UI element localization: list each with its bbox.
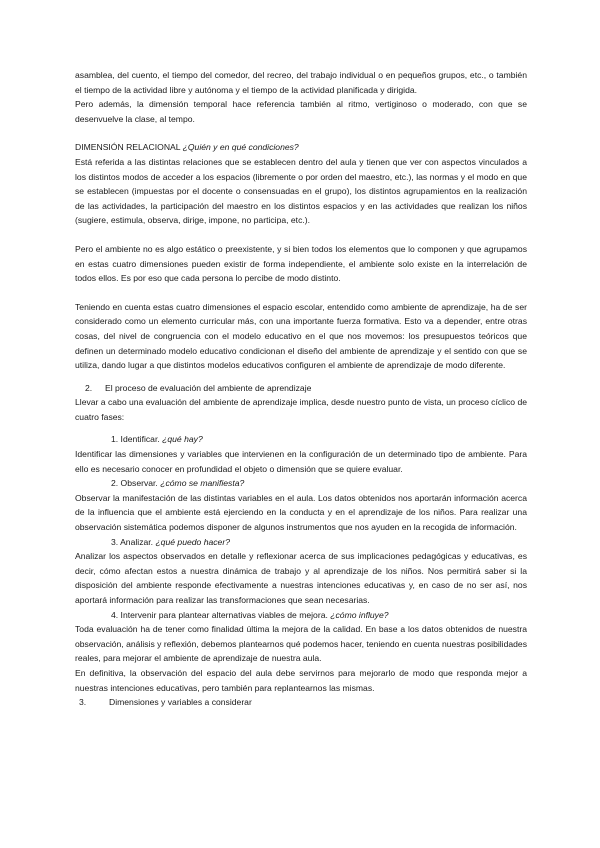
section-heading-2 (75, 381, 527, 396)
text-column (75, 68, 527, 710)
dimension-heading-label: DIMENSIÓN RELACIONAL (75, 142, 181, 153)
dimension-heading-question: ¿Quién y en qué condiciones? (182, 142, 299, 153)
step-text: Analizar los aspectos observados en detalle y reflexionar acerca de sus implicaciones pedagógicas y educativas, es decir, cómo afectan estos a nuestra dinámica de trabajo y al aprendizaje de los niños. Nos permitirá saber si la disposición del ambiente responde efectivamente a nuestras intenciones educativas y, en caso de no ser así, nos aportará información para realizar las transformaciones que sean necesarias. (75, 551, 527, 605)
paragraph: Pero el ambiente no es algo estático o preexistente, y si bien todos los elementos que lo componen y que agrupamos en estas cuatro dimensiones pueden existir de forma independiente, el ambiente solo existe en la interrelación de todos ellos. Es por eso que cada persona lo percibe de modo distinto. (75, 243, 527, 284)
step-label: 1. Identificar. (111, 434, 160, 445)
section-number: 2. (85, 382, 93, 393)
dimension-heading (75, 140, 527, 155)
paragraph: Teniendo en cuenta estas cuatro dimensiones el espacio escolar, entendido como ambiente de aprendizaje, ha de ser considerado como un elemento curricular más, con una importante fuerza formativa. Esto va a depender, entre otras cosas, del nivel de congruencia con el modelo educativo en el que nos movemos: los presupuestos teóricos que definen un determinado modelo educativo condicionan el diseño del ambiente de aprendizaje y el sentido con que se utiliza, dando lugar a que distintos modelos educativos configuren el ambiente de aprendizaje de modo diferente. (75, 301, 527, 371)
step-question: ¿qué puedo hacer? (155, 536, 230, 547)
section-title: Dimensiones y variables a considerar (109, 697, 252, 708)
step-text: Observar la manifestación de las distintas variables en el aula. Los datos obtenidos nos aportarán información acerca de la influencia que el ambiente está ejerciendo en la conducta y en el aprendizaje de los niños. Para realizar una observación sistemática podemos disponer de algunos instrumentos que nos ayuden en la recogida de información. (75, 492, 527, 533)
step-label: 2. Observar. (111, 478, 158, 489)
paragraph: Pero además, la dimensión temporal hace referencia también al ritmo, vertiginoso o moderado, con que se desenvuelve la clase, al tempo. (75, 99, 527, 124)
paragraph: asamblea, del cuento, el tiempo del comedor, del recreo, del trabajo individual o en pequeños grupos, etc., o también el tiempo de la actividad libre y autónoma y el tiempo de la actividad planificada y dirigida. (75, 70, 527, 95)
step-heading (75, 476, 527, 491)
step-text: Toda evaluación ha de tener como finalidad última la mejora de la calidad. En base a los datos obtenidos de nuestra observación, análisis y reflexión, debemos plantearnos qué podemos hacer, teniendo en cuenta nuestras posibilidades reales, para mejorar el ambiente de aprendizaje de nuestra aula. (75, 624, 527, 664)
step-heading (75, 432, 527, 447)
step-heading (75, 535, 527, 550)
step-question: ¿cómo se manifiesta? (160, 478, 245, 489)
step-text: Identificar las dimensiones y variables que intervienen en la configuración de un determinado tipo de ambiente. Para ello es necesario conocer en profundidad el objeto o dimensión que se quiere evaluar. (75, 449, 527, 474)
section-title: El proceso de evaluación del ambiente de aprendizaje (105, 382, 312, 393)
section-intro: Llevar a cabo una evaluación del ambiente de aprendizaje implica, desde nuestro punto de vista, un proceso cíclico de cuatro fases: (75, 397, 527, 422)
step-question: ¿qué hay? (162, 434, 203, 445)
step-label: 4. Intervenir para plantear alternativas viables de mejora. (111, 609, 328, 620)
paragraph: Está referida a las distintas relaciones que se establecen dentro del aula y tienen que ver con aspectos vinculados a los distintos modos de acceder a los espacios (libremente o por orden del maestro, etc.), las normas y el modo en que se establecen (impuestas por el docente o consensuadas en el grupo), los distintos agrupamientos en la realización de las actividades, la participación del maestro en los distintos espacios y en las actividades que realizan los niños (sugiere, estimula, observa, dirige, impone, no participa, etc.). (75, 156, 527, 226)
closing-paragraph: En definitiva, la observación del espacio del aula debe servirnos para mejorarlo de modo que responda mejor a nuestras intenciones educativas, pero también para replantearnos las mismas. (75, 667, 527, 693)
step-heading (75, 608, 527, 623)
step-question: ¿cómo influye? (330, 609, 389, 620)
section-number: 3. (79, 697, 87, 708)
section-heading-3 (75, 695, 527, 710)
step-label: 3. Analizar. (111, 536, 154, 547)
